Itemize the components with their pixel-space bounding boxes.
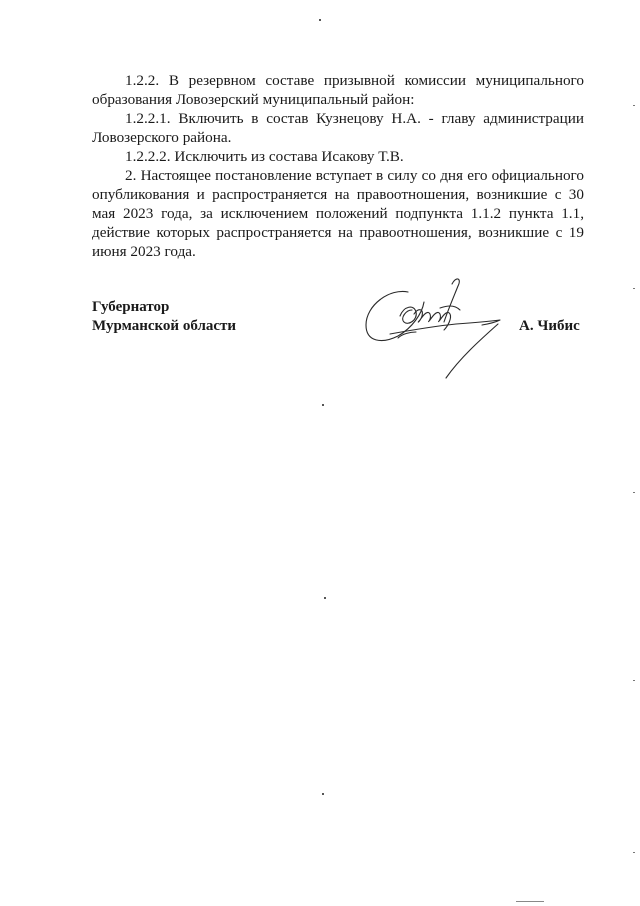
document-body [92,71,584,261]
scan-edge-mark [633,105,635,106]
handwritten-signature [360,270,510,385]
paragraph-1-2-2: 1.2.2. В резервном составе призывной комиссии муниципального образования Ловозерский муниципальный район: [92,72,584,108]
signer-name: А. Чибис [519,318,580,334]
scan-speck [322,793,324,795]
scan-speck [324,597,326,599]
scan-edge-mark [633,288,635,289]
scan-edge-mark [633,492,635,493]
paragraph-2: 2. Настоящее постановление вступает в силу со дня его официального опубликования и распространяется на правоотношения, возникшие с 30 мая 2023 года, за исключением положений подпункта 1.1.2 пункта 1.1, действие которых распространяется на правоотношения, возникшие с 19 июня 2023 года. [92,167,584,260]
scan-edge-mark [633,680,635,681]
scan-bottom-line [516,901,544,902]
position-region: Мурманской области [92,318,237,334]
scan-edge-mark [633,852,635,853]
scan-speck [322,404,324,406]
paragraph-1-2-2-1: 1.2.2.1. Включить в состав Кузнецову Н.А. - главу администрации Ловозерского района. [92,110,584,146]
position-title: Губернатор [92,299,170,315]
paragraph-1-2-2-2: 1.2.2.2. Исключить из состава Исакову Т.В. [125,148,404,165]
scan-speck [319,19,321,21]
signatory-position [92,298,236,336]
